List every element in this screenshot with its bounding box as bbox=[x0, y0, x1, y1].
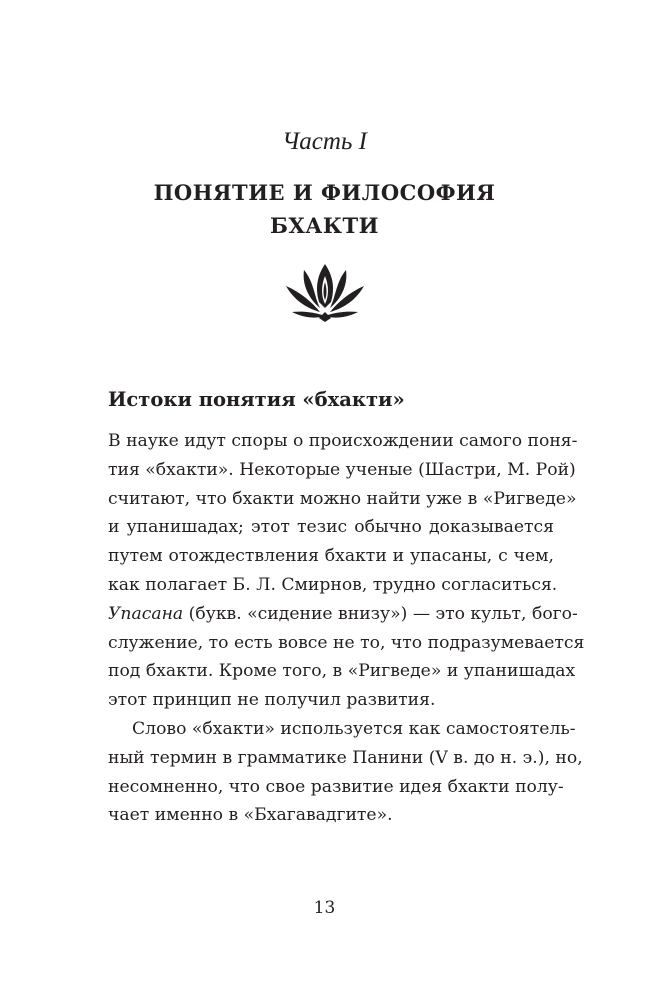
lotus-icon bbox=[284, 262, 366, 322]
text-line: путем отождествления бхакти и упасаны, с чем, bbox=[108, 546, 554, 567]
section-heading: Истоки понятия «бхакти» bbox=[108, 388, 405, 411]
text-line: тия «бхакти». Некоторые ученые (Шастри, М. Рой) bbox=[108, 459, 576, 480]
text-line: под бхакти. Кроме того, в «Ригведе» и упанишадах bbox=[108, 661, 576, 682]
text-line bbox=[108, 600, 578, 629]
text-line: считают, что бхакти можно найти уже в «Ригведе» bbox=[108, 488, 577, 509]
italic-term: Упасана bbox=[108, 603, 184, 624]
page-number: 13 bbox=[313, 898, 336, 918]
chapter-title bbox=[0, 176, 649, 242]
body-text bbox=[108, 427, 585, 830]
text-line: этот принцип не получил развития. bbox=[108, 690, 436, 711]
text-line: чает именно в «Бхагавадгите». bbox=[108, 805, 393, 826]
text-line: ный термин в грамматике Панини (V в. до н. э.), но, bbox=[108, 747, 583, 768]
chapter-title-line: ПОНЯТИЕ И ФИЛОСОФИЯ bbox=[153, 180, 496, 205]
text-line: Слово «бхакти» используется как самостоятель- bbox=[132, 718, 576, 739]
text-line: и упанишадах; этот тезис обычно доказывается bbox=[108, 517, 554, 538]
text-line: служение, то есть вовсе не то, что подразумевается bbox=[108, 632, 585, 653]
text-segment: (букв. «сидение внизу») — это культ, бого- bbox=[183, 603, 578, 624]
chapter-title-line: БХАКТИ bbox=[270, 213, 379, 238]
part-label: Часть I bbox=[282, 128, 367, 155]
text-line: как полагает Б. Л. Смирнов, трудно согласиться. bbox=[108, 574, 558, 595]
text-line: В науке идут споры о происхождении самого поня- bbox=[108, 431, 578, 451]
text-line: несомненно, что свое развитие идея бхакти полу- bbox=[108, 776, 564, 797]
